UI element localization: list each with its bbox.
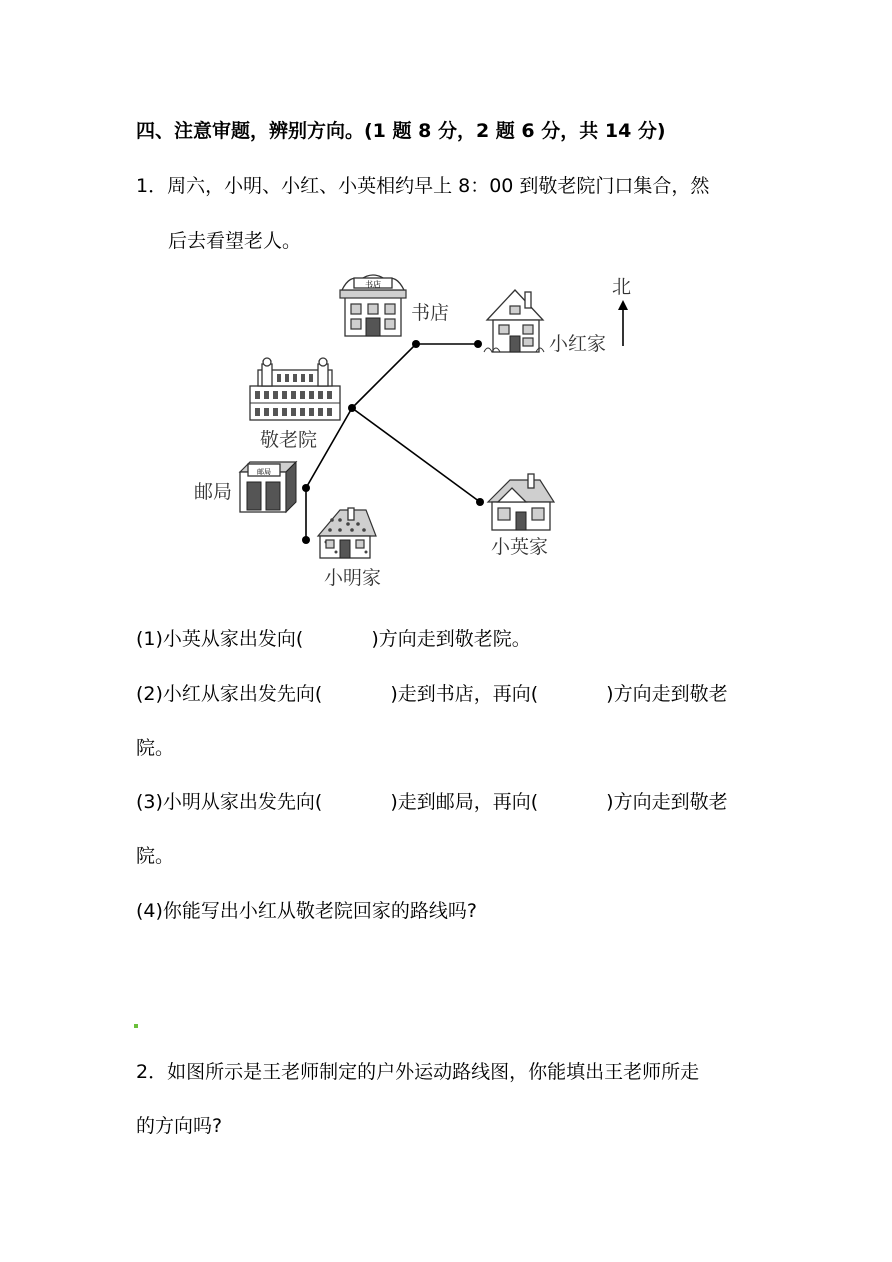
junction-dot xyxy=(302,536,310,544)
subquestion-3 xyxy=(136,787,728,814)
junction-dot xyxy=(302,484,310,492)
junction-dot xyxy=(412,340,420,348)
junction-dot xyxy=(474,340,482,348)
post-office-label: 邮局 xyxy=(194,481,233,503)
north-arrow-icon xyxy=(618,300,628,346)
xiaohong-house-icon xyxy=(484,290,544,352)
north-label: 北 xyxy=(612,276,632,298)
xiaoming-house-icon xyxy=(318,508,376,558)
section-heading: 四、注意审题，辨别方向。(1 题 8 分，2 题 6 分，共 14 分) xyxy=(136,120,666,142)
nursing-home-building-icon xyxy=(250,358,340,420)
xiaohong-home-label: 小红家 xyxy=(549,333,607,355)
subquestion-1 xyxy=(136,624,531,651)
question-1-text-line2: 后去看望老人。 xyxy=(168,230,302,252)
subquestion-3-text-b: )走到邮局，再向( xyxy=(390,791,539,813)
subquestion-3-text-a: (3)小明从家出发先向( xyxy=(136,791,323,813)
subquestion-3-continuation: 院。 xyxy=(136,845,175,867)
subquestion-4: (4)你能写出小红从敬老院回家的路线吗? xyxy=(136,900,477,922)
stray-mark xyxy=(134,1024,138,1028)
question-1-text-line1: 1．周六，小明、小红、小英相约早上 8：00 到敬老院门口集合，然 xyxy=(136,175,710,197)
subquestion-2-text-a: (2)小红从家出发先向( xyxy=(136,683,323,705)
question-2-text-line1: 2．如图所示是王老师制定的户外运动路线图，你能填出王老师所走 xyxy=(136,1061,700,1083)
bookstore-label: 书店 xyxy=(411,302,450,324)
road-nursing-to-xiaoying xyxy=(352,408,480,502)
bookstore-building-icon xyxy=(340,275,406,336)
xiaoming-home-label: 小明家 xyxy=(324,567,382,589)
subquestion-2-text-b: )走到书店，再向( xyxy=(390,683,539,705)
subquestion-2-continuation: 院。 xyxy=(136,737,175,759)
bookstore-sign-text: 书店 xyxy=(365,280,381,289)
road-xiaohong-to-bookstore xyxy=(352,344,478,408)
subquestion-2-text-c: )方向走到敬老 xyxy=(606,683,728,705)
question-2-text-line2: 的方向吗? xyxy=(136,1115,223,1137)
post-office-sign-text: 邮局 xyxy=(257,468,271,476)
junction-dot xyxy=(476,498,484,506)
nursing-home-label: 敬老院 xyxy=(260,429,318,451)
subquestion-1-text-a: (1)小英从家出发向( xyxy=(136,628,304,650)
subquestion-3-text-c: )方向走到敬老 xyxy=(606,791,728,813)
subquestion-1-text-b: )方向走到敬老院。 xyxy=(371,628,531,650)
xiaoying-house-icon xyxy=(488,474,554,530)
junction-dot xyxy=(348,404,356,412)
post-office-building-icon xyxy=(240,462,296,512)
xiaoying-home-label: 小英家 xyxy=(491,536,549,558)
route-map-diagram xyxy=(180,262,650,592)
subquestion-2 xyxy=(136,679,728,706)
